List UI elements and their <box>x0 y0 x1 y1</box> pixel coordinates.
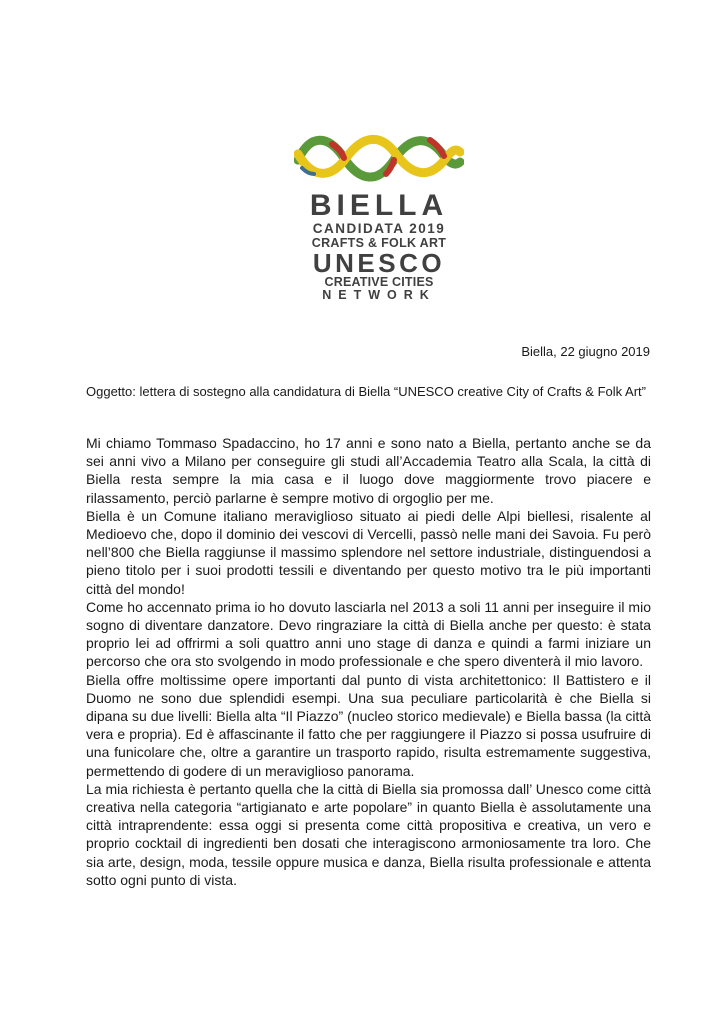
logo-network-text: NETWORK <box>322 288 436 302</box>
body-paragraph: Biella è un Comune italiano meraviglioso situato ai piedi delle Alpi biellesi, risalente al Medioevo che, dopo il dominio dei vescovi di Vercelli, passò nelle mani dei Savoia. Fu però nell’800 che Biella raggiunse il massimo splendore nel settore industriale, distinguendosi a pieno titolo per i suoi prodotti tessili e diventando per questo motivo tra le più importanti città del mondo! <box>86 507 651 597</box>
letter-body <box>86 434 651 889</box>
letter-date: Biella, 22 giugno 2019 <box>521 344 650 359</box>
body-paragraph: Come ho accennato prima io ho dovuto lasciarla nel 2013 a soli 11 anni per inseguire il mio sogno di diventare danzatore. Devo ringraziare la città di Biella anche per questo: è stata proprio lei ad offrirmi a soli quattro anni uno stage di danza e quindi a farmi iniziare un percorso che ora sto svolgendo in modo professionale e che spero diventerà il mio lavoro. <box>86 598 651 670</box>
body-paragraph: Mi chiamo Tommaso Spadaccino, ho 17 anni e sono nato a Biella, pertanto anche se da sei anni vivo a Milano per conseguire gli studi all’Accademia Teatro alla Scala, la città di Biella resta sempre la mia casa e il luogo dove maggiormente trovo piacere e rilassamento, perciò parlarne è sempre motivo di orgoglio per me. <box>86 435 651 506</box>
letter-subject: Oggetto: lettera di sostegno alla candidatura di Biella “UNESCO creative City of Crafts & Folk Art” <box>86 384 646 399</box>
biella-unesco-logo <box>294 128 464 308</box>
logo-wordmark <box>294 190 464 302</box>
logo-creative-cities-text: CREATIVE CITIES <box>324 275 434 289</box>
body-paragraph: Biella offre moltissime opere importanti dal punto di vista architettonico: Il Battistero e il Duomo ne sono due splendidi esempi. Una sua peculiare particolarità è che Biella si dipana su due livelli: Biella alta “Il Piazzo” (nucleo storico medievale) e Biella bassa (la città vera e propria). Ed è affascinante il fatto che per raggiungere il Piazzo si possa usufruire di una funicolare che, oltre a garantire un trasporto rapido, risulta estremamente suggestiva, permettendo di godere di un meraviglioso panorama. <box>86 671 651 779</box>
logo-biella-text: BIELLA <box>309 189 449 222</box>
logo-candidata-text: CANDIDATA 2019 <box>312 221 446 236</box>
twisted-ribbon-logo-icon <box>294 128 464 188</box>
logo-crafts-text: CRAFTS & FOLK ART <box>311 236 447 250</box>
body-paragraph: La mia richiesta è pertanto quella che la città di Biella sia promossa dall’ Unesco come città creativa nella categoria “artigianato e arte popolare” in quanto Biella è assolutamente una città intraprendente: essa oggi si presenta come città propositiva e creativa, un vero e proprio cocktail di ingredienti ben dosati che interagiscono armoniosamente tra loro. Che sia arte, design, moda, tessile oppure musica e danza, Biella risulta professionale e attenta sotto ogni punto di vista. <box>86 780 651 888</box>
logo-unesco-text: UNESCO <box>312 248 446 278</box>
